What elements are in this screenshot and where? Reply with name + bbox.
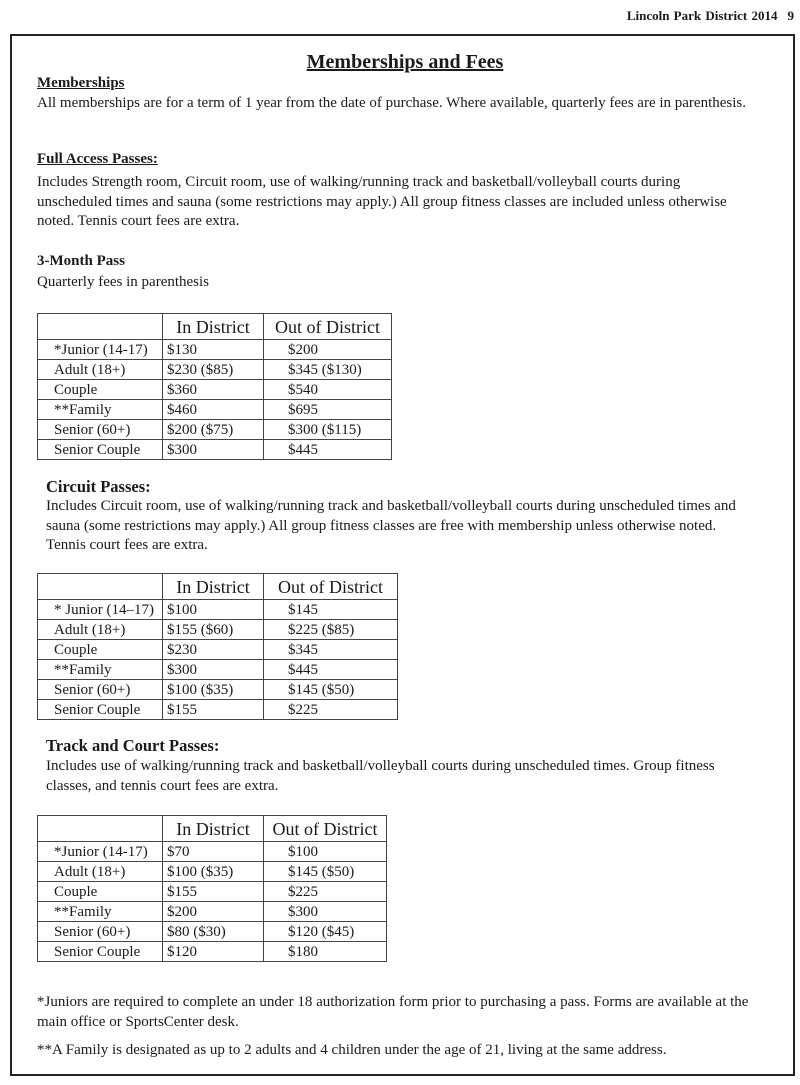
membership-type: **Family — [38, 400, 163, 420]
membership-type: Adult (18+) — [38, 862, 163, 882]
in-district-fee: $230 ($85) — [163, 360, 264, 380]
table-row — [38, 882, 387, 902]
in-district-fee: $360 — [163, 380, 264, 400]
in-district-fee: $460 — [163, 400, 264, 420]
out-of-district-fee: $120 ($45) — [264, 922, 387, 942]
out-of-district-fee: $445 — [264, 660, 398, 680]
column-header: Out of District — [264, 314, 392, 340]
table-header-row — [38, 816, 387, 842]
page-number: 9 — [787, 8, 794, 23]
table-row — [38, 922, 387, 942]
in-district-fee: $70 — [163, 842, 264, 862]
out-of-district-fee: $145 — [264, 600, 398, 620]
in-district-fee: $155 — [163, 882, 264, 902]
footnote-juniors: *Juniors are required to complete an under 18 authorization form prior to purchasing a pass. Forms are available at the main office or SportsCenter desk. — [37, 994, 749, 1030]
membership-type: Couple — [38, 640, 163, 660]
table-row — [38, 660, 398, 680]
in-district-fee: $100 ($35) — [163, 862, 264, 882]
table-header-row — [38, 574, 398, 600]
out-of-district-fee: $180 — [264, 942, 387, 962]
in-district-fee: $300 — [163, 660, 264, 680]
full-access-heading: Full Access Passes: — [37, 151, 158, 167]
table-row — [38, 842, 387, 862]
in-district-fee: $155 — [163, 700, 264, 720]
publication-name: Lincoln Park District 2014 — [626, 8, 778, 23]
page-header — [627, 8, 794, 24]
out-of-district-fee: $225 — [264, 882, 387, 902]
in-district-fee: $300 — [163, 440, 264, 460]
out-of-district-fee: $540 — [264, 380, 392, 400]
table-row — [38, 620, 398, 640]
memberships-text: All memberships are for a term of 1 year from the date of purchase. Where available, quarterly fees are in parenthesis. — [37, 95, 746, 111]
in-district-fee: $100 ($35) — [163, 680, 264, 700]
table-row — [38, 862, 387, 882]
in-district-fee: $200 ($75) — [163, 420, 264, 440]
membership-type: Senior Couple — [38, 942, 163, 962]
out-of-district-fee: $100 — [264, 842, 387, 862]
membership-type: Senior (60+) — [38, 680, 163, 700]
out-of-district-fee: $145 ($50) — [264, 862, 387, 882]
in-district-fee: $230 — [163, 640, 264, 660]
out-of-district-fee: $300 ($115) — [264, 420, 392, 440]
table-row — [38, 680, 398, 700]
track-court-heading: Track and Court Passes: — [46, 736, 220, 755]
circuit-text: Includes Circuit room, use of walking/running track and basketball/volleyball courts during unscheduled times and sauna (some restrictions may apply.) All group fitness classes are free with membership unless otherwise noted. Tennis court fees are extra. — [46, 498, 736, 553]
in-district-fee: $80 ($30) — [163, 922, 264, 942]
column-header: Out of District — [264, 574, 398, 600]
membership-type: **Family — [38, 660, 163, 680]
membership-type: Senior (60+) — [38, 922, 163, 942]
out-of-district-fee: $225 ($85) — [264, 620, 398, 640]
out-of-district-fee: $225 — [264, 700, 398, 720]
membership-type: *Junior (14-17) — [38, 340, 163, 360]
header-blank — [38, 574, 163, 600]
membership-type: *Junior (14-17) — [38, 842, 163, 862]
out-of-district-fee: $145 ($50) — [264, 680, 398, 700]
table-row — [38, 340, 392, 360]
table-row — [38, 640, 398, 660]
table-row — [38, 440, 392, 460]
membership-type: **Family — [38, 902, 163, 922]
header-blank — [38, 816, 163, 842]
three-month-subtext: Quarterly fees in parenthesis — [37, 274, 210, 290]
table-row — [38, 360, 392, 380]
out-of-district-fee: $200 — [264, 340, 392, 360]
out-of-district-fee: $695 — [264, 400, 392, 420]
membership-type: Couple — [38, 380, 163, 400]
membership-type: Senior Couple — [38, 440, 163, 460]
track-court-text: Includes use of walking/running track and basketball/volleyball courts during unscheduled times. Group fitness classes, and tennis court fees are extra. — [46, 758, 715, 794]
membership-type: Senior (60+) — [38, 420, 163, 440]
column-header: In District — [163, 816, 264, 842]
membership-type: Adult (18+) — [38, 360, 163, 380]
table-row — [38, 942, 387, 962]
circuit-fee-table — [37, 573, 398, 720]
membership-type: Senior Couple — [38, 700, 163, 720]
membership-type: Couple — [38, 882, 163, 902]
memberships-heading: Memberships — [37, 75, 125, 91]
table-row — [38, 902, 387, 922]
footnote-family: **A Family is designated as up to 2 adults and 4 children under the age of 21, living at the same address. — [37, 1042, 667, 1058]
full-access-text: Includes Strength room, Circuit room, use of walking/running track and basketball/volleyball courts during unscheduled times and sauna (some restrictions may apply.) All group fitness classes are included unless otherwise noted. Tennis court fees are extra. — [37, 174, 727, 229]
table-row — [38, 700, 398, 720]
in-district-fee: $120 — [163, 942, 264, 962]
out-of-district-fee: $445 — [264, 440, 392, 460]
table-row — [38, 380, 392, 400]
page-title: Memberships and Fees — [306, 51, 504, 73]
circuit-heading: Circuit Passes: — [46, 477, 151, 496]
out-of-district-fee: $345 — [264, 640, 398, 660]
table-row — [38, 600, 398, 620]
in-district-fee: $155 ($60) — [163, 620, 264, 640]
in-district-fee: $130 — [163, 340, 264, 360]
table-header-row — [38, 314, 392, 340]
out-of-district-fee: $300 — [264, 902, 387, 922]
column-header: In District — [163, 574, 264, 600]
membership-type: * Junior (14–17) — [38, 600, 163, 620]
in-district-fee: $100 — [163, 600, 264, 620]
out-of-district-fee: $345 ($130) — [264, 360, 392, 380]
column-header: Out of District — [264, 816, 387, 842]
three-month-heading: 3-Month Pass — [37, 253, 125, 269]
in-district-fee: $200 — [163, 902, 264, 922]
three-month-fee-table — [37, 313, 392, 460]
header-blank — [38, 314, 163, 340]
table-row — [38, 420, 392, 440]
column-header: In District — [163, 314, 264, 340]
table-row — [38, 400, 392, 420]
track-court-fee-table — [37, 815, 387, 962]
membership-type: Adult (18+) — [38, 620, 163, 640]
